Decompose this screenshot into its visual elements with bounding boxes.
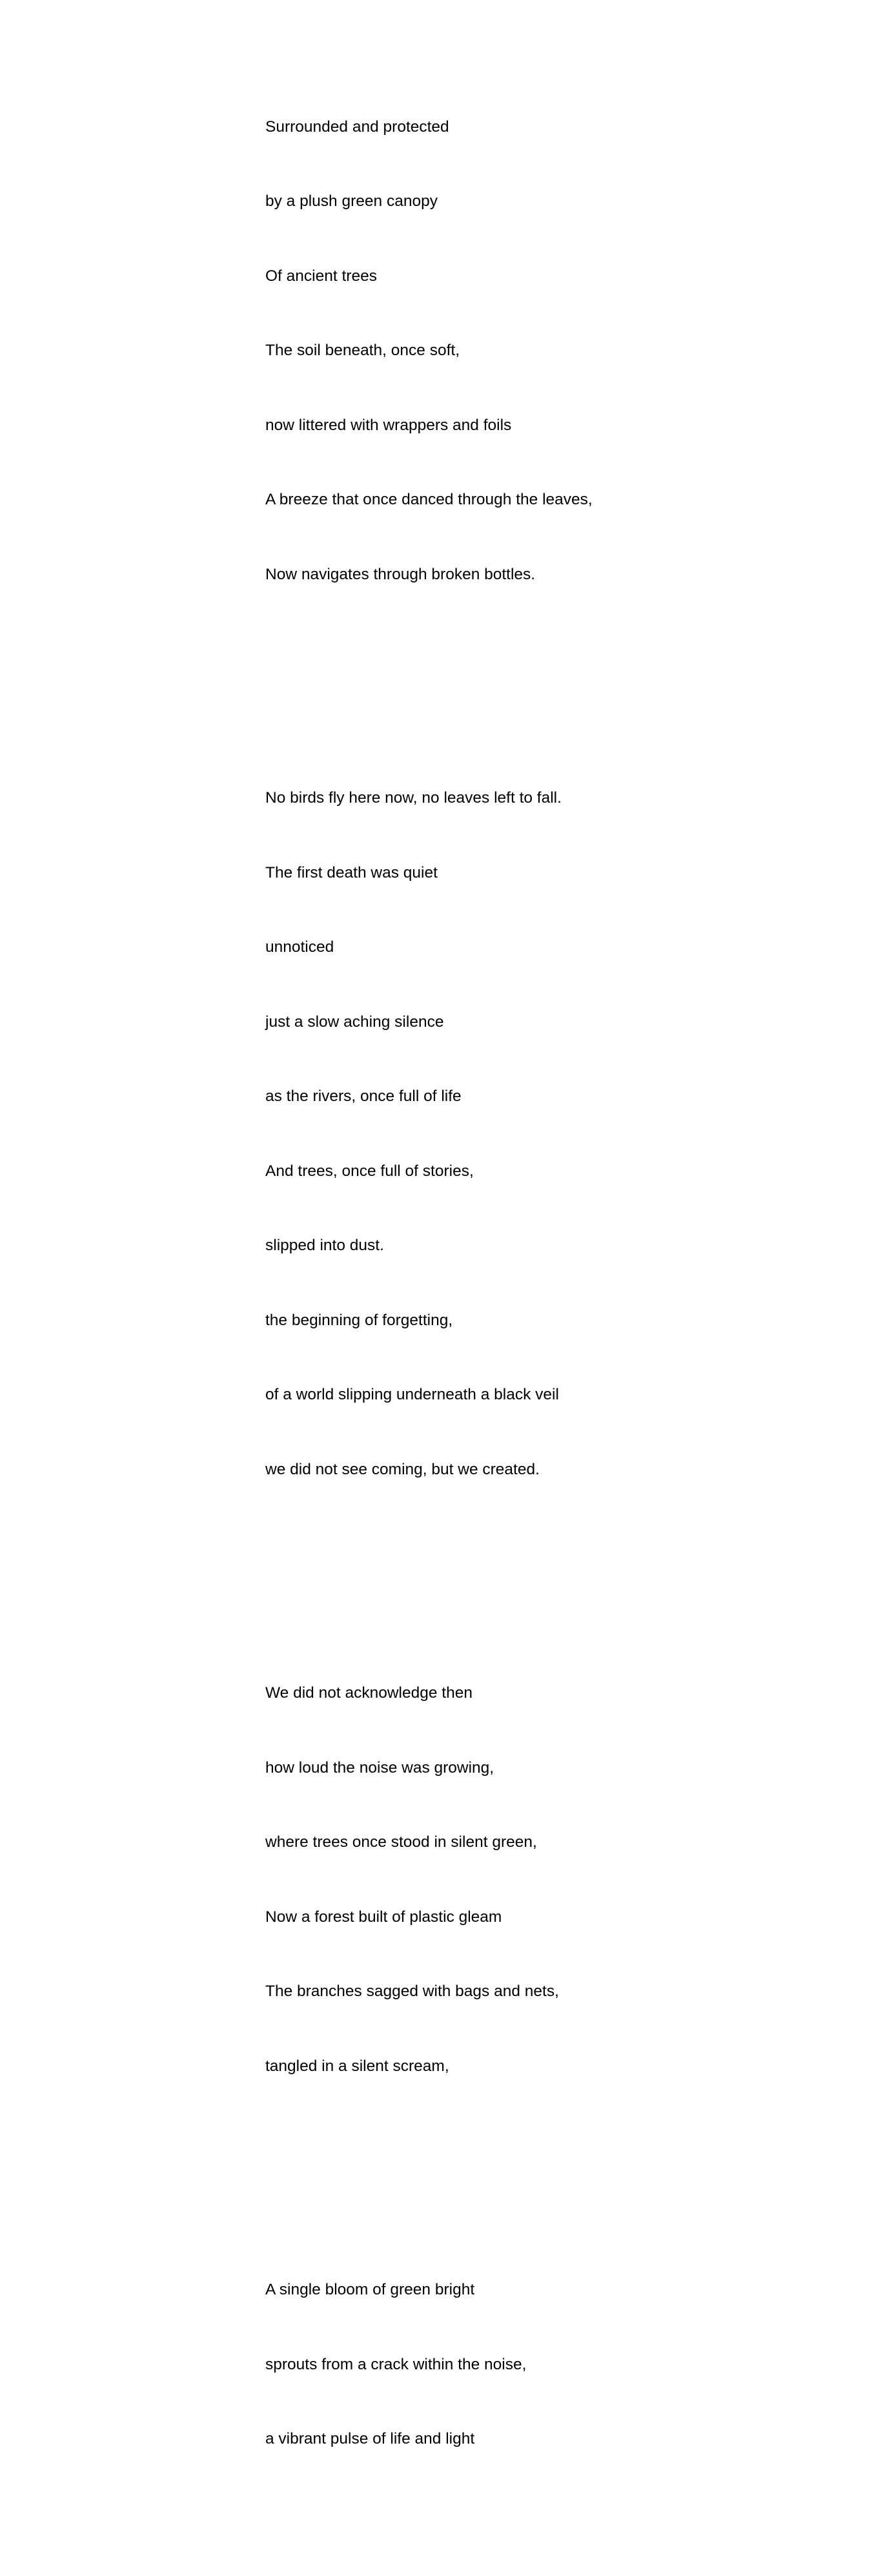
poem-line: now littered with wrappers and foils <box>265 416 512 434</box>
poem-line: A breeze that once danced through the leaves, <box>265 491 593 508</box>
stanza-3 <box>265 1631 593 2128</box>
poem-line: A single bloom of green bright <box>265 2281 475 2298</box>
poem-line: as the rivers, once full of life <box>265 1087 462 1105</box>
poem-line: of a world slipping underneath a black veil <box>265 1386 559 1403</box>
poem-line: And trees, once full of stories, <box>265 1162 474 1180</box>
stanza-2 <box>265 736 593 1532</box>
poem-line: Now a forest built of plastic gleam <box>265 1908 502 1926</box>
poem-body <box>265 0 593 2576</box>
poem-line: how loud the noise was growing, <box>265 1758 494 1777</box>
stanza-1 <box>265 65 593 637</box>
poem-line: The first death was quiet <box>265 863 438 881</box>
poem-line: we did not see coming, but we created. <box>265 1460 540 1478</box>
poem-line: slipped into dust. <box>265 1237 384 1254</box>
poem-line: by a plush green canopy <box>265 192 438 210</box>
poem-line: The soil beneath, once soft, <box>265 342 460 359</box>
poem-line: a vibrant pulse of life and light <box>265 2430 475 2447</box>
stanza-4 <box>265 2228 593 2502</box>
poem-line: No birds fly here now, no leaves left to fall. <box>265 789 562 807</box>
poem-line: just a slow aching silence <box>265 1013 444 1031</box>
poem-line: tangled in a silent scream, <box>265 2057 449 2075</box>
poem-line: The branches sagged with bags and nets, <box>265 1983 559 2000</box>
poem-line: the beginning of forgetting, <box>265 1311 453 1329</box>
poem-line: sprouts from a crack within the noise, <box>265 2355 527 2373</box>
poem-line: We did not acknowledge then <box>265 1684 473 1702</box>
poem-line: Surrounded and protected <box>265 118 449 136</box>
poem-line: Now navigates through broken bottles. <box>265 565 536 583</box>
poem-line: unnoticed <box>265 938 334 956</box>
poem-line: where trees once stood in silent green, <box>265 1833 537 1851</box>
poem-line: Of ancient trees <box>265 267 377 285</box>
